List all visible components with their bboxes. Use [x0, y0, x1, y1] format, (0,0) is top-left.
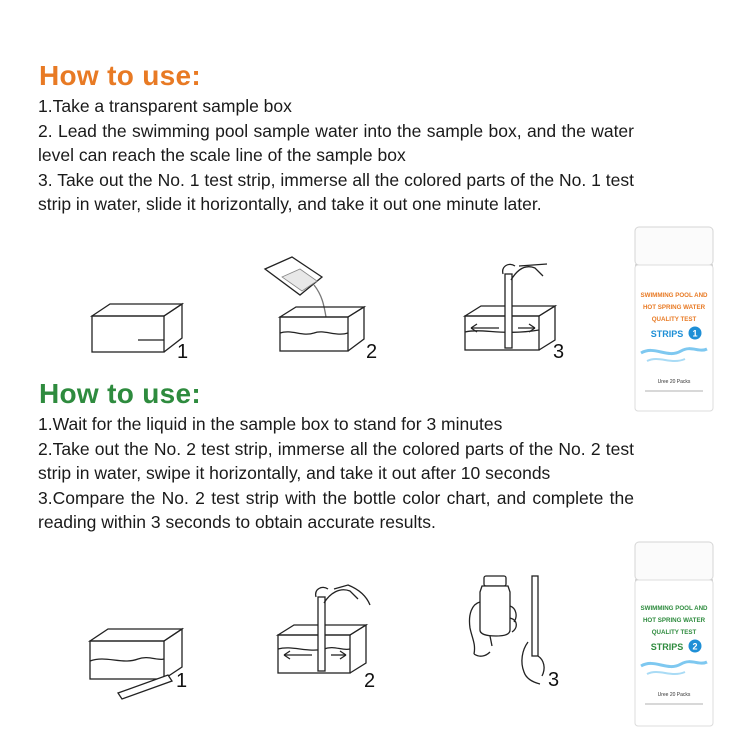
bottle-packs: Uree 20 Packs	[657, 692, 691, 698]
strip-swipe-illustration	[276, 583, 376, 683]
figure-number: 2	[366, 341, 378, 363]
figure-number: 3	[548, 669, 560, 691]
bottle-line-2: HOT SPRING WATER	[642, 304, 706, 311]
section-2-steps	[38, 412, 634, 535]
section-2-step-2: 2.Take out the No. 2 test strip, immerse all the colored parts of the No. 2 test strip in water, swipe it horizontally, and take it out after 10 seconds	[38, 438, 634, 483]
figure-number: 2	[364, 670, 376, 692]
test-strips-bottle-1	[633, 225, 715, 420]
compare-color-chart-illustration	[466, 572, 551, 687]
section-2-heading: How to use:	[39, 378, 201, 409]
bottle-line-2: HOT SPRING WATER	[642, 617, 706, 624]
strip-in-box-illustration	[463, 262, 563, 357]
bottle-strips-number: 1	[692, 328, 698, 339]
bottle-line-1: SWIMMING POOL AND	[640, 292, 708, 299]
figure-number: 3	[553, 341, 565, 363]
section-1-heading: How to use:	[39, 60, 201, 91]
figure-number: 1	[176, 670, 188, 692]
section-1-step-1: 1.Take a transparent sample box	[38, 96, 292, 116]
bottle-strips-label: STRIPS	[650, 642, 684, 652]
standing-water-box-illustration	[88, 625, 188, 705]
section-1-steps	[38, 94, 634, 217]
bottle-line-3: QUALITY TEST	[651, 629, 697, 636]
test-strips-bottle-2	[633, 540, 715, 735]
pouring-water-illustration	[262, 255, 372, 355]
bottle-strips-label: STRIPS	[650, 329, 684, 339]
empty-sample-box-illustration	[90, 300, 185, 355]
bottle-line-1: SWIMMING POOL AND	[640, 605, 708, 612]
section-1-step-2: 2. Lead the swimming pool sample water into the sample box, and the water level can reach the scale line of the sample box	[38, 120, 634, 165]
bottle-line-3: QUALITY TEST	[651, 316, 697, 323]
section-2-step-1: 1.Wait for the liquid in the sample box to stand for 3 minutes	[38, 414, 503, 434]
bottle-packs: Uree 20 Packs	[657, 379, 691, 385]
bottle-strips-number: 2	[692, 641, 698, 652]
figure-number: 1	[177, 341, 189, 363]
section-1-step-3: 3. Take out the No. 1 test strip, immerse all the colored parts of the No. 1 test strip in water, slide it horizontally, and take it out one minute later.	[38, 169, 634, 214]
section-2-step-3: 3.Compare the No. 2 test strip with the bottle color chart, and complete the reading within 3 seconds to obtain accurate results.	[38, 487, 634, 532]
